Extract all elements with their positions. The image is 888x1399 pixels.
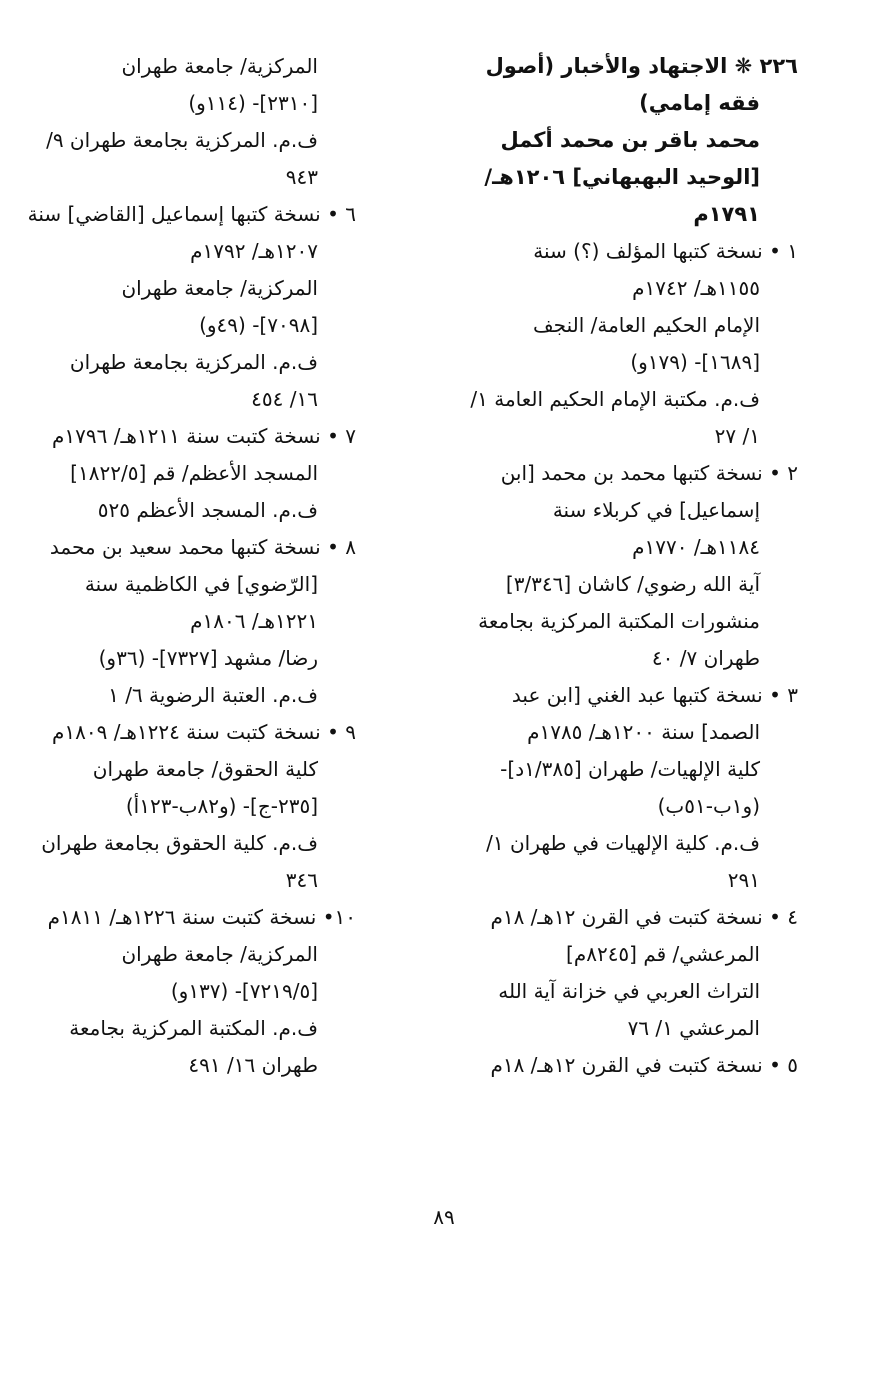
- copy-line: إسماعيل] في كربلاء سنة: [552, 498, 760, 522]
- heading-line: محمد باقر بن محمد أكمل: [500, 128, 760, 152]
- copy-line: آية الله رضوي/ كاشان [٣/٣٤٦]: [505, 572, 760, 596]
- copy-line: ٣٤٦: [285, 868, 318, 892]
- heading-line: [الوحيد البهبهاني] ١٢٠٦هـ/: [484, 165, 760, 189]
- entry-heading: [438, 48, 798, 233]
- copy-line: [الرّضوي] في الكاظمية سنة: [84, 572, 318, 596]
- copy-line: ف.م. مكتبة الإمام الحكيم العامة ١/: [470, 387, 760, 411]
- copy-line: ٢٩١: [727, 868, 760, 892]
- copy-line: الإمام الحكيم العامة/ النجف: [532, 313, 760, 337]
- copy-entry-5-continuation: [46, 48, 356, 196]
- copy-line: ف.م. المركزية بجامعة طهران: [69, 350, 318, 374]
- right-column: [438, 48, 798, 1084]
- copy-entry-9: [41, 714, 356, 899]
- copy-line: ١١٨٤هـ/ ١٧٧٠م: [632, 535, 760, 559]
- copy-line: [٧٠٩٨]- (٤٩و): [199, 313, 318, 337]
- copy-line: كلية الإلهيات/ طهران [١/٣٨٥د]-: [500, 757, 760, 781]
- copy-line: ٤ • نسخة كتبت في القرن ١٢هـ/ ١٨م: [490, 905, 798, 929]
- copy-entry-5: [438, 1047, 798, 1084]
- copy-entry-3: [438, 677, 798, 899]
- copy-line: رضا/ مشهد [٧٣٢٧]- (٣٦و): [98, 646, 318, 670]
- copy-line: ف.م. كلية الإلهيات في طهران ١/: [486, 831, 760, 855]
- copy-line: ٦ • نسخة كتبها إسماعيل [القاضي] سنة: [27, 202, 356, 226]
- copy-line: التراث العربي في خزانة آية الله: [498, 979, 760, 1003]
- copy-line: ١/ ٢٧: [714, 424, 760, 448]
- copy-entry-10: [47, 899, 356, 1084]
- copy-entry-4: [438, 899, 798, 1047]
- copy-line: [٧٢١٩/٥]- (١٣٧و): [170, 979, 318, 1003]
- copy-entry-2: [438, 455, 798, 677]
- copy-line: [٢٣١٠]- (١١٤و): [188, 91, 318, 115]
- copy-line: المسجد الأعظم/ قم [١٨٢٢/٥]: [70, 461, 318, 485]
- copy-line: [١٦٨٩]- (١٧٩و): [630, 350, 760, 374]
- copy-line: ١١٥٥هـ/ ١٧٤٢م: [632, 276, 760, 300]
- copy-line: طهران ١٦/ ٤٩١: [188, 1053, 318, 1077]
- heading-line: فقه إمامي): [639, 91, 760, 115]
- copy-line: ١٦/ ٤٥٤: [251, 387, 318, 411]
- copy-line: ١٢٢١هـ/ ١٨٠٦م: [190, 609, 318, 633]
- copy-entry-6: [27, 196, 356, 418]
- copy-line: ١٠• نسخة كتبت سنة ١٢٢٦هـ/ ١٨١١م: [47, 905, 356, 929]
- copy-line: كلية الحقوق/ جامعة طهران: [92, 757, 318, 781]
- copy-line: ٩٤٣: [285, 165, 318, 189]
- copy-line: المركزية/ جامعة طهران: [121, 942, 318, 966]
- copy-line: ٧ • نسخة كتبت سنة ١٢١١هـ/ ١٧٩٦م: [52, 424, 356, 448]
- copy-line: [٢٣٥-ج]- (و٨٢ب-١٢٣أ): [125, 794, 318, 818]
- copy-line: المرعشي/ قم [٨٢٤٥م]: [566, 942, 760, 966]
- copy-line: ١٢٠٧هـ/ ١٧٩٢م: [190, 239, 318, 263]
- copy-line: المركزية/ جامعة طهران: [121, 276, 318, 300]
- copy-line: ف.م. المكتبة المركزية بجامعة: [69, 1016, 318, 1040]
- page-number: ٨٩: [433, 1205, 455, 1229]
- copy-line: ٥ • نسخة كتبت في القرن ١٢هـ/ ١٨م: [490, 1053, 798, 1077]
- left-column: [27, 48, 356, 1084]
- copy-line: (و١ب-٥١ب): [657, 794, 760, 818]
- copy-line: ف.م. المسجد الأعظم ٥٢٥: [97, 498, 318, 522]
- copy-line: ف.م. كلية الحقوق بجامعة طهران: [41, 831, 318, 855]
- copy-entry-1: [438, 233, 798, 455]
- copy-line: المركزية/ جامعة طهران: [121, 54, 318, 78]
- copy-line: ٣ • نسخة كتبها عبد الغني [ابن عبد: [511, 683, 798, 707]
- copy-line: ف.م. المركزية بجامعة طهران ٩/: [46, 128, 318, 152]
- heading-line: ١٧٩١م: [693, 202, 760, 226]
- copy-line: ف.م. العتبة الرضوية ٦/ ١: [108, 683, 318, 707]
- copy-line: ٨ • نسخة كتبها محمد سعيد بن محمد: [49, 535, 356, 559]
- copy-line: منشورات المكتبة المركزية بجامعة: [478, 609, 760, 633]
- copy-entry-8: [49, 529, 356, 714]
- heading-line: ٢٢٦ ❋ الاجتهاد والأخبار (أصول: [485, 54, 798, 78]
- copy-line: ١ • نسخة كتبها المؤلف (؟) سنة: [533, 239, 798, 263]
- copy-line: طهران ٧/ ٤٠: [651, 646, 760, 670]
- copy-entry-7: [52, 418, 356, 529]
- copy-line: ٢ • نسخة كتبها محمد بن محمد [ابن: [500, 461, 798, 485]
- copy-line: الصمد] سنة ١٢٠٠هـ/ ١٧٨٥م: [527, 720, 760, 744]
- copy-line: المرعشي ١/ ٧٦: [627, 1016, 760, 1040]
- copy-line: ٩ • نسخة كتبت سنة ١٢٢٤هـ/ ١٨٠٩م: [52, 720, 356, 744]
